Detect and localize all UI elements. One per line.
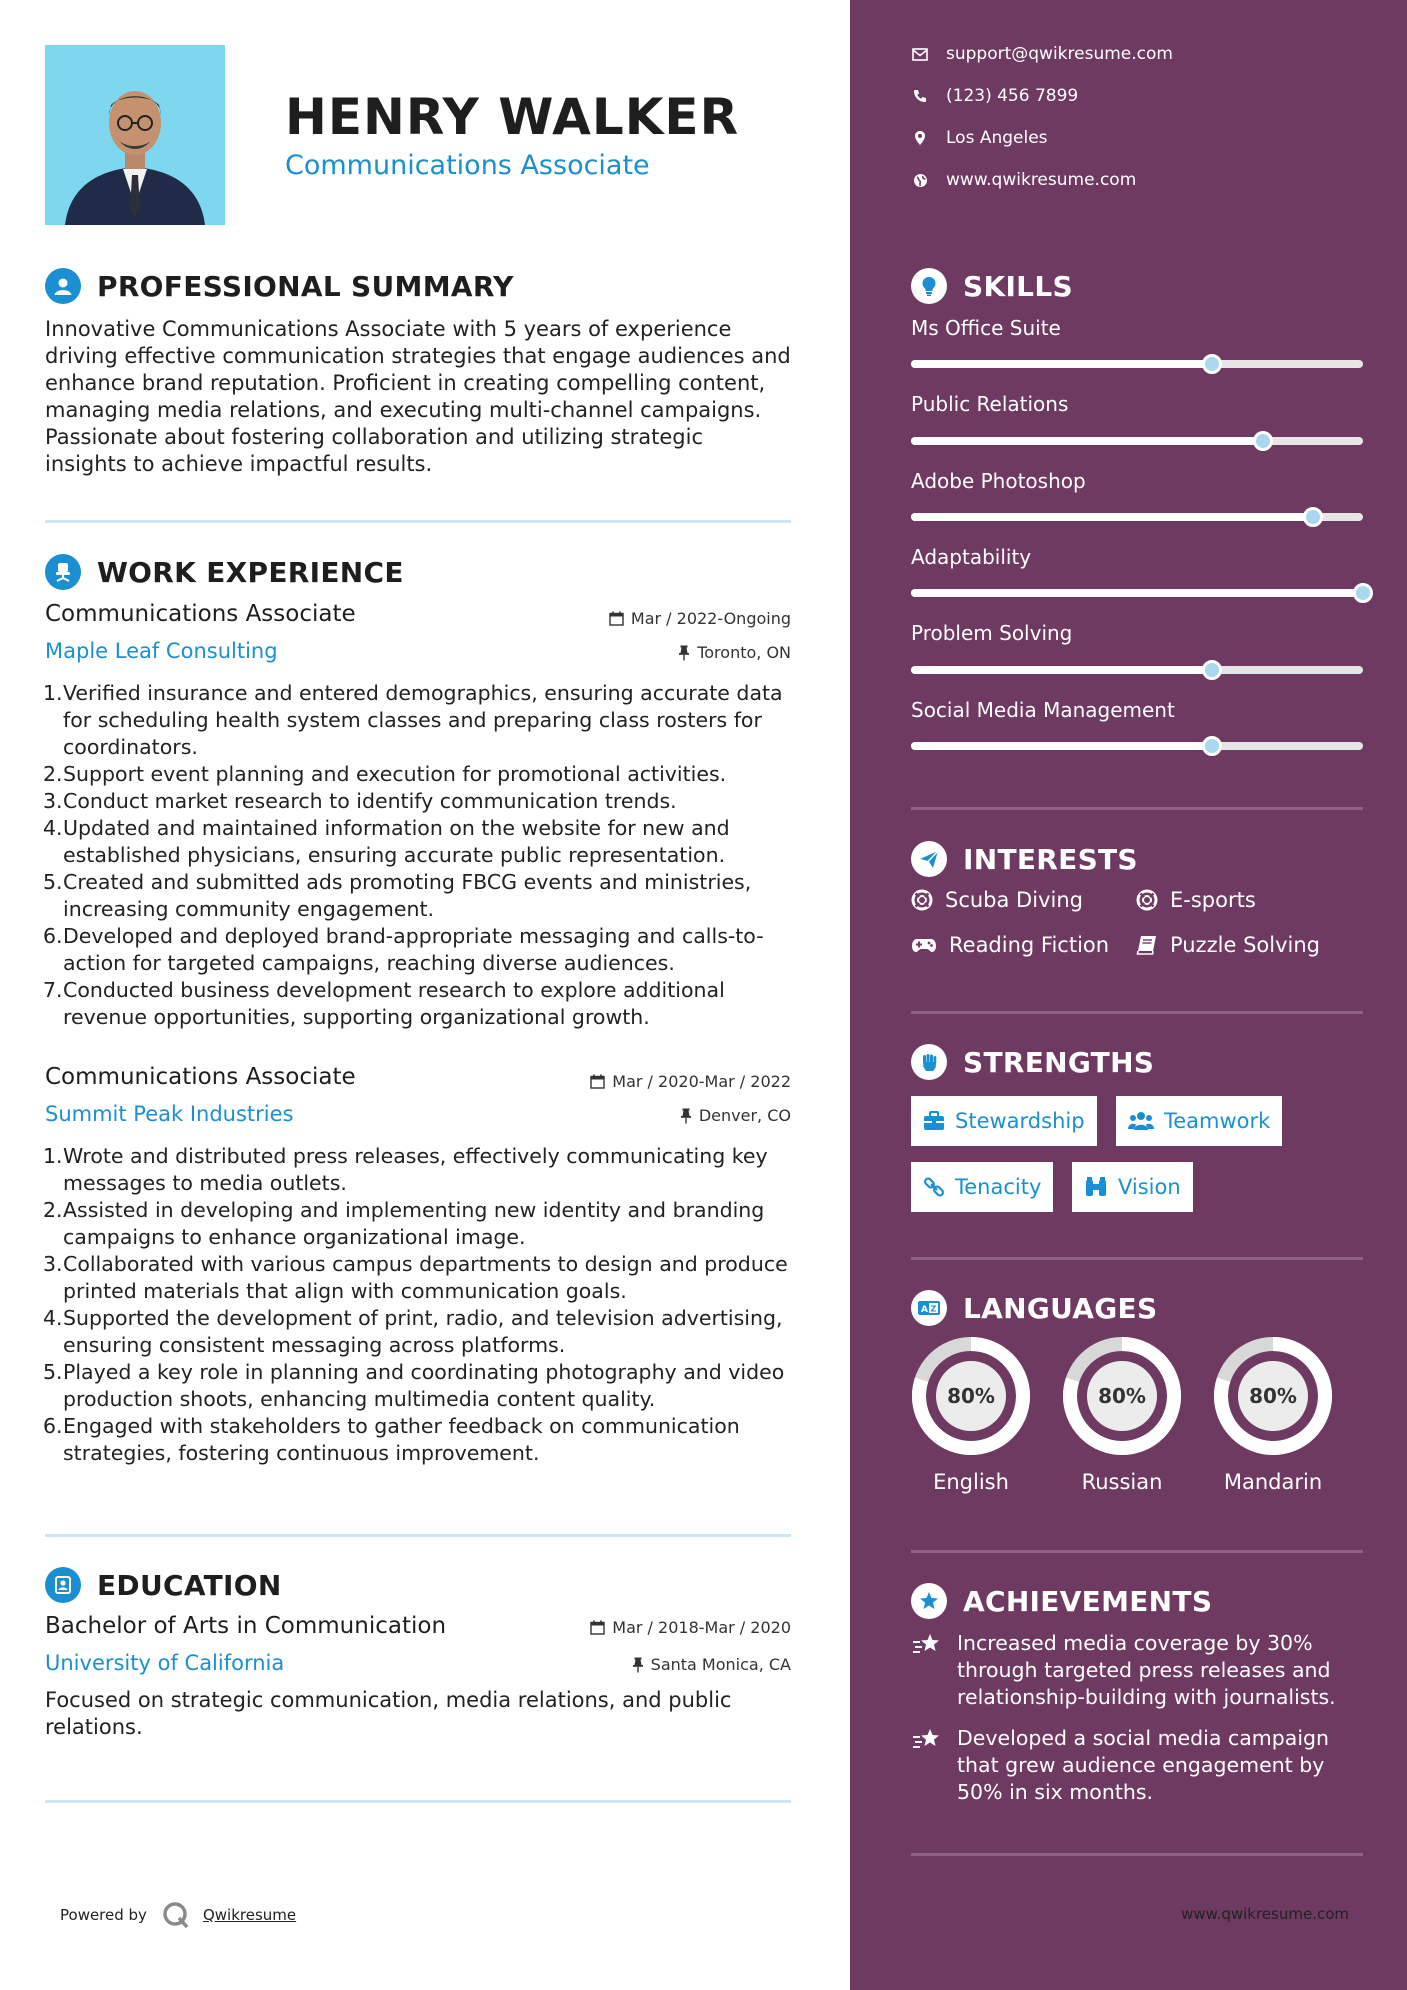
interests-title: INTERESTS (963, 842, 1138, 876)
website-text: www.qwikresume.com (946, 170, 1137, 190)
strength-label: Teamwork (1164, 1109, 1271, 1133)
skill-bar-knob (1202, 354, 1222, 374)
globe-icon (913, 173, 928, 188)
interest-item (911, 933, 1109, 957)
list-item: 2. Support event planning and execution for promotional activities. (43, 762, 727, 786)
language-name: Mandarin (1223, 1470, 1323, 1494)
interest-item (911, 888, 1083, 912)
skill-bar (911, 666, 1363, 674)
skill-bar-knob (1303, 507, 1323, 527)
gamepad-icon (911, 936, 937, 954)
job-title: Communications Associate (45, 601, 356, 627)
languages-title: LANGUAGES (963, 1291, 1158, 1325)
section-divider (911, 1011, 1363, 1014)
skill-bar (911, 360, 1363, 368)
graduate-icon (45, 1567, 81, 1603)
strengths-heading (911, 1044, 1154, 1080)
lifebuoy-icon (911, 889, 933, 911)
skill-label: Public Relations (911, 392, 1069, 416)
job-location-text: Toronto, ON (697, 643, 791, 662)
strength-label: Tenacity (955, 1175, 1042, 1199)
skill-bar (911, 742, 1363, 750)
list-item: 6. Developed and deployed brand-appropriate messaging and calls-to-action for targeted campaigns, reaching diverse audiences. (43, 924, 764, 975)
list-item: 4. Updated and maintained information on the website for new and established physicians, ensuring accurate public representation. (43, 816, 730, 867)
language-name: Russian (1081, 1470, 1163, 1494)
skill-bar-fill (911, 742, 1212, 750)
language-percent: 80% (936, 1361, 1006, 1431)
contact-website[interactable] (911, 170, 1136, 190)
job-duties-list (45, 1143, 795, 1467)
summary-text: Innovative Communications Associate with 5 years of experience driving effective communication strategies that engage audiences and enhance brand reputation. Proficient in creating compelling content, managing media relations, and executing multi-channel campaigns. Passionate about fostering collaboration and utilizing strategic insights to achieve impactful results. (45, 317, 791, 476)
qwikresume-logo-icon (161, 1900, 191, 1930)
interest-label: Reading Fiction (949, 933, 1110, 957)
achievement-text: Increased media coverage by 30% through targeted press releases and relationship-building with journalists. (957, 1631, 1336, 1709)
skill-bar (911, 513, 1363, 521)
pin-icon (632, 1657, 644, 1673)
skill-bar-knob (1353, 583, 1373, 603)
job-company: Maple Leaf Consulting (45, 639, 278, 663)
envelope-icon (912, 48, 928, 61)
achievement-item (911, 1630, 1371, 1711)
skill-bar-fill (911, 589, 1363, 597)
pin-icon (678, 645, 690, 661)
job-date-text: Mar / 2020-Mar / 2022 (612, 1072, 791, 1091)
svg-text:A: A (921, 1305, 928, 1315)
skill-bar-fill (911, 437, 1263, 445)
language-item (1211, 1334, 1335, 1494)
qwikresume-link[interactable]: Qwikresume (202, 1906, 297, 1924)
interest-label: E-sports (1170, 888, 1256, 912)
job-title: Communications Associate (45, 1064, 356, 1090)
list-item: 3. Conduct market research to identify communication trends. (43, 789, 677, 813)
list-item: 7. Conducted business development research to explore additional revenue opportunities, supporting organizational growth. (43, 978, 725, 1029)
achievements-heading (911, 1583, 1212, 1619)
lifebuoy-icon (1136, 889, 1158, 911)
section-divider (911, 1853, 1363, 1856)
section-divider (911, 1257, 1363, 1260)
powered-by (60, 1900, 296, 1930)
paper-plane-icon (911, 841, 947, 877)
interest-label: Puzzle Solving (1170, 933, 1320, 957)
section-divider (45, 1534, 791, 1537)
list-item: 3. Collaborated with various campus departments to design and produce printed materials that align with communication goals. (43, 1252, 788, 1303)
translate-icon (911, 1290, 947, 1326)
skill-bar (911, 589, 1363, 597)
users-icon (1128, 1111, 1154, 1131)
languages-heading (911, 1290, 1157, 1326)
degree-title: Bachelor of Arts in Communication (45, 1613, 447, 1639)
star-badge-icon (911, 1583, 947, 1619)
interest-label: Scuba Diving (945, 888, 1083, 912)
section-divider (911, 1550, 1363, 1553)
strength-badge (911, 1162, 1053, 1212)
job-duties-list (45, 680, 795, 1031)
section-divider (45, 1800, 791, 1803)
binoculars-icon (1084, 1176, 1108, 1198)
location-text: Los Angeles (946, 128, 1048, 148)
book-icon (1136, 935, 1158, 955)
education-location-text: Santa Monica, CA (650, 1655, 791, 1674)
skill-bar-knob (1253, 431, 1273, 451)
strength-label: Vision (1118, 1175, 1181, 1199)
raised-fist-icon (911, 1044, 947, 1080)
job-location (678, 643, 791, 662)
skills-heading (911, 268, 1073, 304)
summary-heading (45, 268, 514, 304)
profile-photo (45, 45, 225, 225)
map-marker-icon (914, 130, 926, 146)
list-item: 1. Verified insurance and entered demographics, ensuring accurate data for scheduling health system classes and preparing class rosters for coordinators. (43, 681, 783, 759)
summary-title: PROFESSIONAL SUMMARY (97, 269, 514, 303)
office-chair-icon (45, 554, 81, 590)
education-date-text: Mar / 2018-Mar / 2020 (612, 1618, 791, 1637)
skills-title: SKILLS (963, 269, 1073, 303)
achievement-item (911, 1725, 1371, 1806)
sidebar (850, 0, 1407, 1990)
contact-phone[interactable] (911, 86, 1078, 106)
skill-bar (911, 437, 1363, 445)
language-percent: 80% (1087, 1361, 1157, 1431)
briefcase-icon (923, 1111, 945, 1131)
lightbulb-icon (911, 268, 947, 304)
shooting-star-icon (911, 1727, 943, 1753)
list-item: 4. Supported the development of print, radio, and television advertising, ensuring consistent messaging across platforms. (43, 1306, 783, 1357)
school-name: University of California (45, 1651, 285, 1675)
contact-location (911, 128, 1048, 148)
interest-item (1136, 933, 1320, 957)
powered-by-label: Powered by (60, 1906, 147, 1924)
strengths-title: STRENGTHS (963, 1045, 1155, 1079)
skill-bar-knob (1202, 736, 1222, 756)
link-icon (923, 1176, 945, 1198)
education-description: Focused on strategic communication, media relations, and public relations. (45, 1688, 732, 1739)
language-item (909, 1334, 1033, 1494)
candidate-role: Communications Associate (285, 150, 650, 181)
strength-badge (911, 1096, 1097, 1146)
achievement-text: Developed a social media campaign that grew audience engagement by 50% in six months. (957, 1726, 1330, 1804)
contact-email[interactable] (911, 44, 1173, 64)
list-item: 5. Played a key role in planning and coordinating photography and video production shoots, enhancing multimedia content quality. (43, 1360, 785, 1411)
job-date-text: Mar / 2022-Ongoing (630, 609, 791, 628)
user-icon (45, 268, 81, 304)
svg-text:Z: Z (930, 1304, 937, 1314)
skill-label: Ms Office Suite (911, 316, 1061, 340)
education-heading (45, 1567, 282, 1603)
skill-bar-knob (1202, 660, 1222, 680)
calendar-icon (609, 611, 624, 626)
phone-text: (123) 456 7899 (946, 86, 1079, 106)
section-divider (45, 520, 791, 523)
language-percent: 80% (1238, 1361, 1308, 1431)
calendar-icon (590, 1620, 605, 1635)
strength-badge (1116, 1096, 1282, 1146)
footer-site[interactable]: www.qwikresume.com (1181, 1905, 1349, 1923)
language-name: English (933, 1470, 1009, 1494)
education-title: EDUCATION (97, 1568, 282, 1602)
email-text: support@qwikresume.com (946, 44, 1173, 64)
experience-title: WORK EXPERIENCE (97, 555, 404, 589)
section-divider (911, 807, 1363, 810)
job-company: Summit Peak Industries (45, 1102, 294, 1126)
education-date (590, 1618, 791, 1637)
strength-label: Stewardship (955, 1109, 1085, 1133)
skill-bar-fill (911, 666, 1212, 674)
education-location (632, 1655, 791, 1674)
language-item (1060, 1334, 1184, 1494)
pin-icon (680, 1108, 692, 1124)
interests-heading (911, 841, 1138, 877)
calendar-icon (590, 1074, 605, 1089)
job-date (590, 1072, 791, 1091)
experience-heading (45, 554, 404, 590)
list-item: 1. Wrote and distributed press releases, effectively communicating key messages to media outlets. (43, 1144, 768, 1195)
shooting-star-icon (911, 1632, 943, 1658)
phone-icon (913, 89, 927, 103)
interest-item (1136, 888, 1256, 912)
skill-label: Adaptability (911, 545, 1032, 569)
list-item: 6. Engaged with stakeholders to gather feedback on communication strategies, fostering continuous improvement. (43, 1414, 740, 1465)
skill-bar-fill (911, 360, 1212, 368)
strength-badge (1072, 1162, 1193, 1212)
skill-bar-fill (911, 513, 1313, 521)
achievements-title: ACHIEVEMENTS (963, 1584, 1213, 1618)
list-item: 5. Created and submitted ads promoting FBCG events and ministries, increasing community engagement. (43, 870, 752, 921)
skill-label: Problem Solving (911, 621, 1073, 645)
list-item: 2. Assisted in developing and implementing new identity and branding campaigns to enhance organizational image. (43, 1198, 765, 1249)
candidate-name: HENRY WALKER (285, 88, 740, 146)
skill-label: Social Media Management (911, 698, 1175, 722)
job-location (680, 1106, 791, 1125)
job-location-text: Denver, CO (698, 1106, 791, 1125)
skill-label: Adobe Photoshop (911, 469, 1086, 493)
job-date (609, 609, 791, 628)
